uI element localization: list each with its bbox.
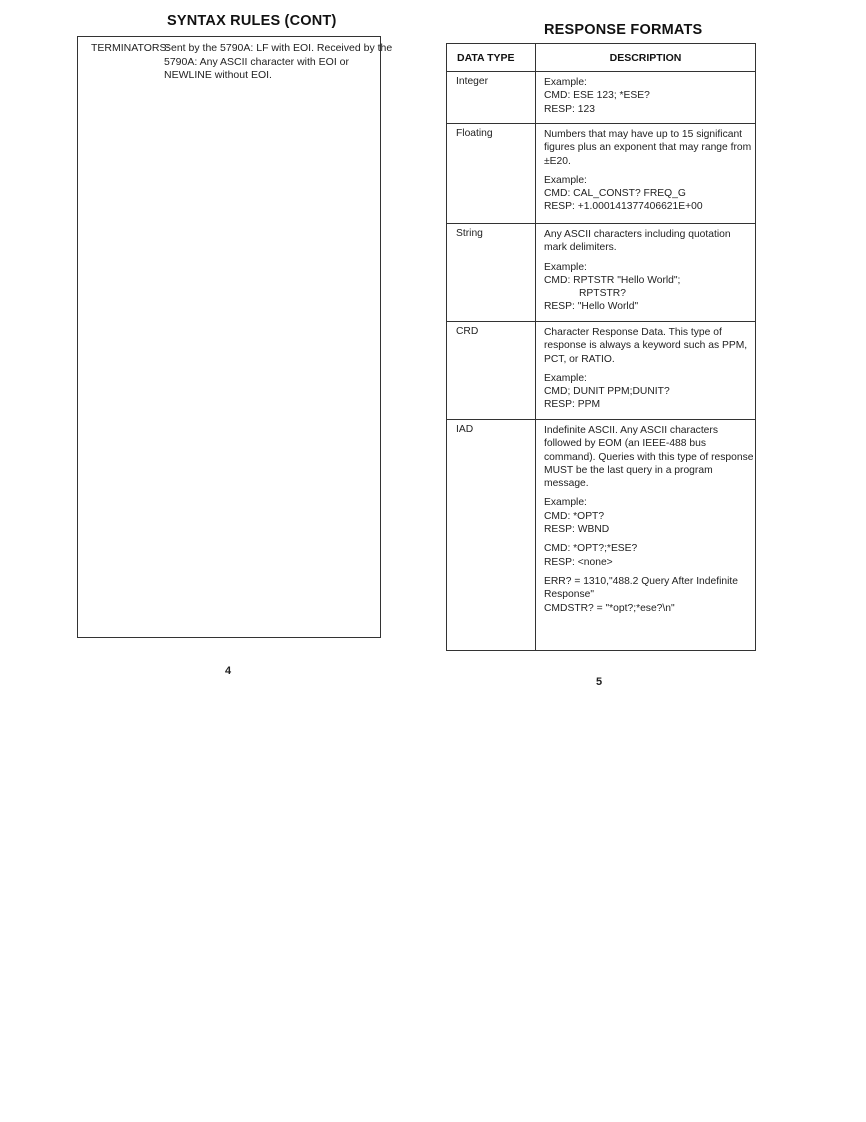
description-line: PCT, or RATIO. — [544, 353, 615, 365]
description-paragraph — [544, 575, 751, 615]
terminators-line: NEWLINE without EOI. — [164, 69, 272, 81]
description-line: CMD: ESE 123; *ESE? — [544, 90, 650, 102]
description-paragraph — [544, 76, 751, 116]
column-header-description: DESCRIPTION — [536, 44, 756, 72]
syntax-rules-box — [77, 36, 393, 638]
data-type-cell: Floating — [447, 124, 536, 224]
description-paragraph — [544, 372, 751, 412]
left-page-number: 4 — [225, 665, 232, 677]
response-formats-table — [446, 43, 756, 651]
description-line: Any ASCII characters including quotation — [544, 229, 731, 240]
description-paragraph — [544, 228, 751, 255]
description-line: RESP: WBND — [544, 524, 610, 536]
description-line: Response" — [544, 589, 595, 601]
right-page-number: 5 — [596, 676, 603, 688]
table-row — [447, 124, 756, 224]
description-line: RESP: +1.000141377406621E+00 — [544, 201, 703, 213]
description-line: RPTSTR? — [579, 288, 626, 300]
description-line: RESP: "Hello World" — [544, 301, 639, 313]
description-line: Character Response Data. This type of — [544, 327, 722, 338]
table-row — [447, 420, 756, 651]
description-paragraph — [544, 128, 751, 168]
description-line: RESP: <none> — [544, 556, 613, 568]
description-line: CMDSTR? = "*opt?;*ese?\n" — [544, 602, 675, 614]
description-cell — [536, 124, 756, 224]
description-line: RESP: 123 — [544, 103, 595, 115]
table-row — [447, 322, 756, 420]
description-line: CMD: CAL_CONST? FREQ_G — [544, 188, 686, 200]
description-cell — [536, 224, 756, 322]
description-line: ERR? = 1310,"488.2 Query After Indefinite — [544, 575, 738, 587]
table-row — [447, 224, 756, 322]
table-header-row — [447, 44, 756, 72]
description-cell — [536, 322, 756, 420]
column-header-data-type: DATA TYPE — [447, 44, 536, 72]
description-line: CMD: *OPT?;*ESE? — [544, 543, 638, 555]
terminators-description — [164, 42, 393, 83]
description-line: CMD: *OPT? — [544, 510, 605, 522]
description-line: Example: — [544, 261, 587, 273]
description-line: response is always a keyword such as PPM, — [544, 340, 748, 352]
data-type-cell: IAD — [447, 420, 536, 651]
description-line: command). Queries with this type of response — [544, 451, 754, 463]
description-line: Example: — [544, 372, 587, 384]
description-cell — [536, 420, 756, 651]
description-line: mark delimiters. — [544, 242, 617, 254]
description-cell — [536, 72, 756, 124]
table-row — [447, 72, 756, 124]
description-paragraph — [544, 542, 751, 569]
description-paragraph — [544, 424, 754, 490]
description-line: CMD: RPTSTR "Hello World"; — [544, 274, 681, 286]
description-line: message. — [544, 478, 589, 490]
data-type-cell: CRD — [447, 322, 536, 420]
description-line: RESP: PPM — [544, 399, 601, 411]
description-paragraph — [544, 174, 751, 214]
description-line: CMD; DUNIT PPM;DUNIT? — [544, 386, 670, 398]
description-paragraph — [544, 261, 751, 314]
description-line: Example: — [544, 77, 587, 88]
description-line: figures plus an exponent that may range from — [544, 142, 752, 154]
description-line: followed by EOM (an IEEE-488 bus — [544, 438, 706, 450]
description-line: Indefinite ASCII. Any ASCII characters — [544, 425, 718, 436]
description-line: Example: — [544, 497, 587, 509]
description-paragraph — [544, 496, 751, 536]
terminators-label: TERMINATORS: — [91, 42, 170, 54]
description-line: MUST be the last query in a program — [544, 464, 713, 476]
right-page-heading: RESPONSE FORMATS — [544, 22, 703, 38]
left-page-heading: SYNTAX RULES (CONT) — [167, 13, 337, 29]
description-line: Numbers that may have up to 15 significant — [544, 129, 743, 140]
data-type-cell: Integer — [447, 72, 536, 124]
description-paragraph — [544, 326, 751, 366]
terminators-line: Sent by the 5790A: LF with EOI. Received by the — [164, 42, 393, 54]
description-line: ±E20. — [544, 155, 571, 167]
data-type-cell: String — [447, 224, 536, 322]
terminators-line: 5790A: Any ASCII character with EOI or — [164, 55, 350, 68]
description-line: Example: — [544, 174, 587, 186]
